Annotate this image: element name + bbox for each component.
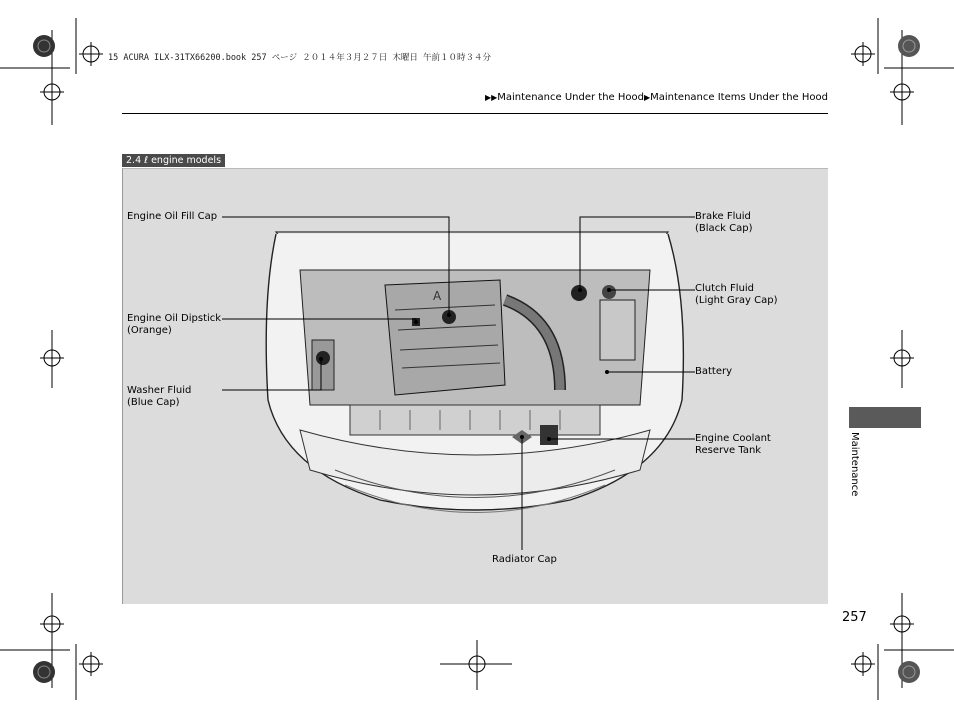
breadcrumb-arrow-icon: ▶▶ xyxy=(484,93,498,102)
page-number: 257 xyxy=(842,610,867,625)
callout-sublabel: (Orange) xyxy=(127,325,172,336)
callout-sublabel: Reserve Tank xyxy=(695,445,762,456)
callout-label: Battery xyxy=(695,366,733,377)
callout-label: Engine Oil Fill Cap xyxy=(127,211,218,222)
callout-label: Engine Coolant xyxy=(695,433,771,444)
breadcrumb-link-maintenance-items[interactable]: Maintenance Items Under the Hood xyxy=(650,92,828,103)
chapter-tab-label xyxy=(846,432,862,498)
callout-radiator-cap xyxy=(492,554,557,566)
breadcrumb-separator-icon: ▶ xyxy=(643,93,651,102)
callout-clutch-fluid xyxy=(695,283,777,307)
callout-washer-fluid xyxy=(127,385,191,409)
callout-engine-oil-fill-cap xyxy=(127,211,217,223)
callout-label: Engine Oil Dipstick xyxy=(127,313,222,324)
callout-label: Radiator Cap xyxy=(492,554,557,565)
callout-sublabel: (Black Cap) xyxy=(695,223,753,234)
callout-label: Washer Fluid xyxy=(127,385,192,396)
callout-label: Brake Fluid xyxy=(695,211,751,222)
callout-battery xyxy=(695,366,732,378)
callout-sublabel: (Light Gray Cap) xyxy=(695,295,778,306)
callout-engine-coolant xyxy=(695,433,771,457)
callout-sublabel: (Blue Cap) xyxy=(127,397,180,408)
svg-text:A: A xyxy=(433,289,442,303)
callout-engine-oil-dipstick xyxy=(127,313,221,337)
print-slug: 15 ACURA ILX-31TX66200.book 257 ページ ２０１４年３月２７日 木曜日 午前１０時３４分 xyxy=(108,53,491,63)
chapter-tab[interactable] xyxy=(849,407,921,428)
chapter-tab-text: Maintenance xyxy=(849,432,860,497)
callout-brake-fluid xyxy=(695,211,753,235)
callout-label: Clutch Fluid xyxy=(695,283,755,294)
breadcrumb-link-maintenance-under-hood[interactable]: Maintenance Under the Hood xyxy=(497,92,644,103)
section-tag: 2.4 ℓ engine models xyxy=(122,154,225,167)
